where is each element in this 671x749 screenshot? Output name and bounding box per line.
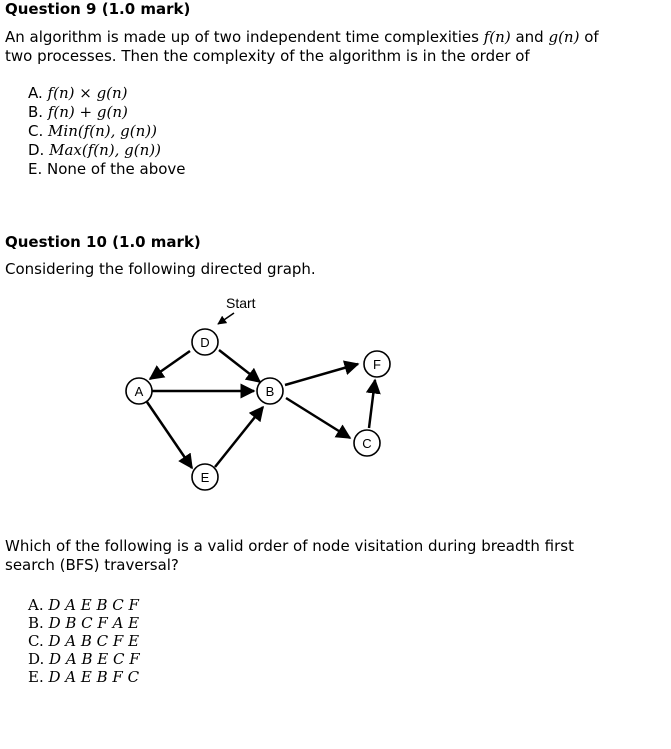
q9-option-e[interactable]	[28, 160, 186, 179]
question-9-options	[28, 84, 186, 179]
start-arrow	[218, 313, 234, 324]
option-text: None of the above	[47, 160, 186, 178]
svg-text:C: C	[362, 436, 372, 451]
option-expression: f(n) × g(n)	[47, 84, 128, 102]
node-c	[354, 430, 380, 456]
node-f	[364, 351, 390, 377]
node-a	[126, 378, 152, 404]
option-letter: C.	[28, 122, 44, 140]
q9-option-b[interactable]	[28, 103, 186, 122]
node-b	[257, 378, 283, 404]
option-letter: B.	[28, 103, 44, 121]
question-9-line-1	[5, 28, 665, 47]
edge-b-f	[285, 364, 358, 385]
edge-b-c	[286, 398, 350, 438]
question-9-text-part: An algorithm is made up of two independent time complexities	[5, 28, 479, 46]
option-sequence: D A E B F C	[48, 668, 140, 686]
option-letter: A.	[28, 596, 44, 614]
option-letter: A.	[28, 84, 43, 102]
start-label: Start	[226, 295, 256, 311]
question-10-title: Question 10 (1.0 mark)	[5, 233, 201, 251]
option-sequence: D A B C F E	[48, 632, 140, 650]
fn-expression: f(n)	[483, 28, 511, 46]
svg-text:D: D	[200, 335, 210, 350]
svg-text:B: B	[265, 384, 275, 399]
question-10-line-2: search (BFS) traversal?	[5, 556, 179, 574]
gn-expression: g(n)	[548, 28, 580, 46]
q9-option-c[interactable]	[28, 122, 186, 141]
q10-option-c[interactable]	[28, 632, 140, 650]
q9-option-a[interactable]	[28, 84, 186, 103]
edge-e-b	[215, 407, 263, 467]
svg-text:A: A	[134, 384, 144, 399]
question-9-of: of	[584, 28, 599, 46]
question-9-and: and	[515, 28, 544, 46]
edge-a-e	[147, 402, 192, 468]
question-9-line-2: two processes. Then the complexity of the algorithm is in the order of	[5, 47, 530, 65]
q10-option-b[interactable]	[28, 614, 140, 632]
edge-d-b	[219, 350, 260, 382]
question-10-text	[5, 537, 665, 575]
q10-option-a[interactable]	[28, 596, 140, 614]
option-sequence: D B C F A E	[48, 614, 140, 632]
option-letter: B.	[28, 614, 44, 632]
svg-text:E: E	[200, 470, 210, 485]
question-9-title: Question 9 (1.0 mark)	[5, 0, 191, 18]
option-letter: D.	[28, 141, 45, 159]
edge-c-f	[369, 380, 375, 428]
option-sequence: D A B E C F	[49, 650, 140, 668]
question-9-text	[5, 28, 665, 66]
q10-option-d[interactable]	[28, 650, 140, 668]
node-e	[192, 464, 218, 490]
option-letter: E.	[28, 668, 44, 686]
svg-text:F: F	[373, 357, 381, 372]
directed-graph	[0, 290, 671, 550]
question-10-line-1: Which of the following is a valid order of node visitation during breadth first	[5, 537, 574, 555]
q9-option-d[interactable]	[28, 141, 186, 160]
option-sequence: D A E B C F	[48, 596, 139, 614]
option-letter: D.	[28, 650, 45, 668]
edge-d-a	[150, 351, 190, 379]
question-10-intro: Considering the following directed graph.	[5, 260, 316, 278]
q10-option-e[interactable]	[28, 668, 140, 686]
question-10-options	[28, 596, 140, 686]
node-d	[192, 329, 218, 355]
option-expression: Max(f(n), g(n))	[49, 141, 161, 159]
option-expression: Min(f(n), g(n))	[48, 122, 157, 140]
option-letter: E.	[28, 160, 43, 178]
option-letter: C.	[28, 632, 44, 650]
option-expression: f(n) + g(n)	[47, 103, 128, 121]
